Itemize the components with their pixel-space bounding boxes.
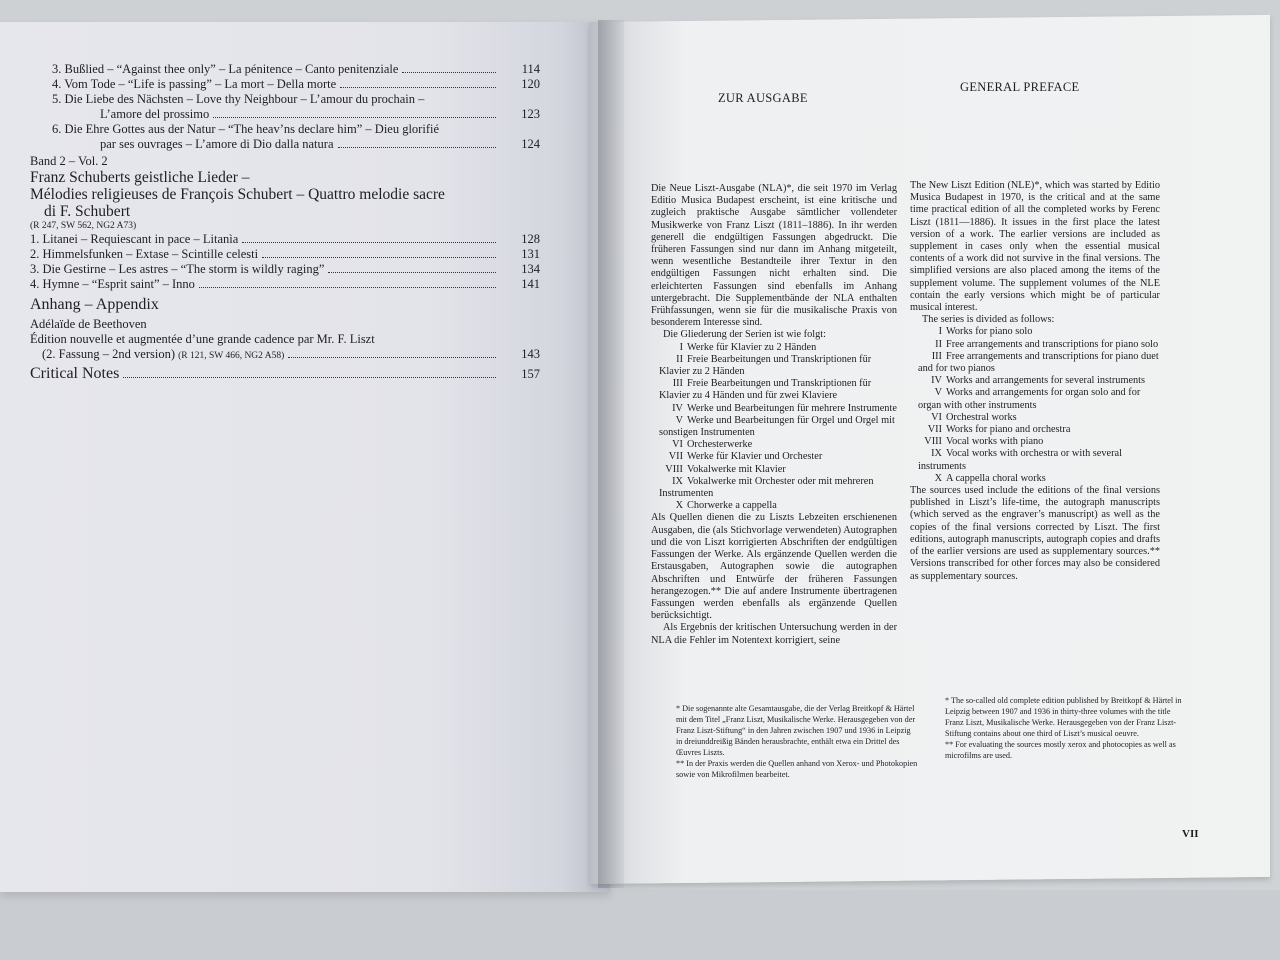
toc-entry [30,232,540,247]
toc-page-number: 124 [521,137,540,151]
toc-entry-text: (2. Fassung – 2nd version) (R 121, SW 466, NG2 A58) [42,347,285,361]
series-item: VII Works for piano and orchestra [927,424,1071,436]
german-sources-paragraph: Als Quellen dienen die zu Liszts Lebzeiten erschienenen Ausgaben, die (als Stichvorlage verwendeten) Autographen und die von Liszt korrigierten Abschriften der endgültigen Fassungen der Werke. Als ergänzende Quellen werden die Erstausgaben, Autographen sowie die autographen Abschriften und Entwürfe der früheren Fassungen herangezogen.** Die auf andere Instrumente übertragenen Fassungen werden ebenfalls als ergänzende Quellen berücksichtigt. [651,512,897,622]
band-title-line: Mélodies religieuses de François Schubert – Quattro melodie sacre [30,186,445,203]
series-item: X Chorwerke a cappella [675,500,777,512]
toc-entry-text: 4. Hymne – “Esprit saint” – Inno [30,277,195,291]
series-item: VIII Vocal works with piano [924,436,1044,448]
series-item: III Freie Bearbeitungen und Transkriptionen für Klavier zu 4 Händen und für zwei Klaviere [659,378,872,402]
series-item: VI Orchesterwerke [672,439,753,451]
series-item: IX Vocal works with orchestra or with several instruments [918,448,1122,472]
german-intro-paragraph: Die Neue Liszt-Ausgabe (NLA)*, die seit 1970 im Verlag Editio Musica Budapest erscheint, ist eine kritische und zugleich praktische Ausgabe sämtlicher vollendeter Musikwerke von Franz Liszt (1811–1886). In ihr werden generell die endgültigen Fassungen abgedruckt. Die früheren Fassungen sind nur dann im Anhang mitgeteilt, wenn wesentliche Bestandteile ihrer Textur in den endgültigen Fassungen nicht erhalten sind. Die erleichterten Fassungen sind ebenfalls im Anhang untergebracht. Die Supplementbände der NLA enthalten Frühfassungen, wenn sie für die musikalische Praxis von besonderem Interesse sind. [651,183,897,329]
heading-german: ZUR AUSGABE [718,91,808,105]
german-column [651,183,897,647]
toc-page-number: 128 [521,232,540,246]
page-number: VII [1182,828,1199,840]
toc-entry-text: Critical Notes [30,365,120,382]
english-sources-paragraph: The sources used include the editions of the final versions published in Liszt’s life-time, the autograph manuscripts (which served as the engraver’s manuscript) as well as the copies of the final versions corrected by Liszt. The first editions, autograph manuscripts, autograph copies and drafts of the earlier versions are used as supplementary sources.** Versions transcribed for other forces may also be considered as supplementary sources. [910,485,1160,582]
english-intro-paragraph: The New Liszt Edition (NLE)*, which was started by Editio Musica Budapest in 1970, is the critical and at the same time practical edition of all the completed works by Ferenc Liszt (1811—1886). It issues in the first place the latest version of a work. The earlier versions are included as supplement in cases only when the essential musical contents of a work did not survive in the final versions. The simplified versions are also placed among the items of the supplement volume. The supplement volumes of the NLE contain the early versions which might be of particular musical interest. [910,180,1160,314]
toc-entry-critical-notes [30,366,540,382]
dot-leader [262,256,496,258]
toc-page-number: 123 [521,107,540,121]
series-item: II Freie Bearbeitungen und Transkriptionen für Klavier zu 2 Händen [659,353,872,378]
toc-page-number: 141 [521,277,540,291]
german-series-intro: Die Gliederung der Serien ist wie folgt: [663,329,826,341]
toc-entry [30,92,540,122]
band-label: Band 2 – Vol. 2 [30,154,108,168]
series-item: I Werke für Klavier zu 2 Händen [679,341,817,353]
english-column [910,180,1160,583]
series-item: VII Werke für Klavier und Orchester [668,451,823,463]
appendix-description: Édition nouvelle et augmentée d’une grande cadence par Mr. F. Liszt [30,332,375,346]
toc-entry [30,347,540,362]
appendix-heading: Anhang – Appendix [30,296,159,313]
dot-leader [340,86,496,88]
toc-entry-text: 5. Die Liebe des Nächsten – Love thy Neighbour – L’amour du prochain – [52,92,425,106]
footnote: ** In der Praxis werden die Quellen anhand von Xerox- und Photokopien sowie von Mikrofilmen bearbeitet. [676,759,918,779]
band-title-line: Franz Schuberts geistliche Lieder – [30,169,250,186]
toc-entry [30,247,540,262]
english-footnotes [945,695,1183,761]
footnote: * The so-called old complete edition published by Breitkopf & Härtel in Leipzig between 1907 and 1936 in thirty-three volumes with the title Franz Liszt, Musikalische Werke. Herausgegeben von der Franz Liszt-Stiftung contains about one third of Liszt’s musical oeuvre. [945,696,1182,738]
toc-page-number: 134 [521,262,540,276]
dot-leader [402,71,496,73]
english-series-intro: The series is divided as follows: [922,314,1055,326]
dot-leader [288,356,496,358]
heading-english: GENERAL PREFACE [960,80,1080,94]
catalog-numbers: (R 247, SW 562, NG2 A73) [30,221,137,231]
toc-page-number: 143 [521,347,540,361]
dot-leader [123,376,496,378]
toc-entry [30,62,540,77]
appendix-work-title: Adélaïde de Beethoven [30,317,147,331]
toc-entry [30,77,540,92]
series-item: VI Orchestral works [931,411,1017,423]
dot-leader [328,271,496,273]
toc-page-number: 131 [521,247,540,261]
toc-entry-text: 3. Die Gestirne – Les astres – “The storm is wildly raging” [30,262,325,276]
dot-leader [199,286,496,288]
toc-entry [30,277,540,292]
series-item: V Werke und Bearbeitungen für Orgel und Orgel mit sonstigen Instrumenten [659,414,895,439]
series-item: I Works for piano solo [938,326,1033,338]
book-spine-shadow [598,20,624,888]
series-item: II Free arrangements and transcriptions for piano solo [935,338,1159,350]
german-result-paragraph: Als Ergebnis der kritischen Untersuchung werden in der NLA die Fehler im Notentext korrigiert, seine [651,622,897,646]
toc-entry-continuation: par ses ouvrages – L’amore di Dio dalla natura [100,137,334,151]
series-item: IX Vokalwerke mit Orchester oder mit mehreren Instrumenten [659,475,874,500]
series-item: IV Works and arrangements for several instruments [931,375,1146,387]
series-item: X A cappella choral works [934,472,1046,484]
series-item: V Works and arrangements for organ solo and for organ with other instruments [918,387,1141,411]
toc-entry [30,122,540,152]
toc-entry-text: 2. Himmelsfunken – Extase – Scintille celesti [30,247,259,261]
series-item: IV Werke und Bearbeitungen für mehrere Instrumente [672,402,897,414]
toc-entry [30,262,540,277]
german-footnotes [676,703,918,780]
band-title-line: di F. Schubert [44,203,131,220]
dot-leader [338,146,497,148]
series-item: VIII Vokalwerke mit Klavier [665,463,786,475]
toc-page-number: 114 [521,62,540,76]
toc-page-number: 120 [521,77,540,91]
toc-entry-text: 4. Vom Tode – “Life is passing” – La mort – Della morte [52,77,337,91]
toc-entry-continuation: L’amore del prossimo [100,107,210,121]
toc-page-number: 157 [521,367,540,381]
toc-entry-text: 6. Die Ehre Gottes aus der Natur – “The heav’ns declare him” – Dieu glorifié [52,122,440,136]
background-table [0,890,1280,960]
toc-entry-text: 1. Litanei – Requiescant in pace – Litanìa [30,232,239,246]
footnote: * Die sogenannte alte Gesamtausgabe, die der Verlag Breitkopf & Härtel mit dem Titel „Franz Liszt, Musikalische Werke. Herausgegeben von der Franz Liszt-Stiftung“ in den Jahren zwischen 1907 und 1936 in Leipzig in dreiunddreißig Bänden herausbrachte, enthält etwa ein Drittel des Œuvres Liszts. [676,704,916,757]
series-item: III Free arrangements and transcriptions for piano duet and for two pianos [918,350,1159,375]
toc-entry-text: 3. Bußlied – “Against thee only” – La pénitence – Canto penitenziale [52,62,399,76]
table-of-contents [30,62,540,382]
dot-leader [213,116,496,118]
dot-leader [242,241,496,243]
footnote: ** For evaluating the sources mostly xerox and photocopies as well as microfilms are used. [945,740,1176,760]
